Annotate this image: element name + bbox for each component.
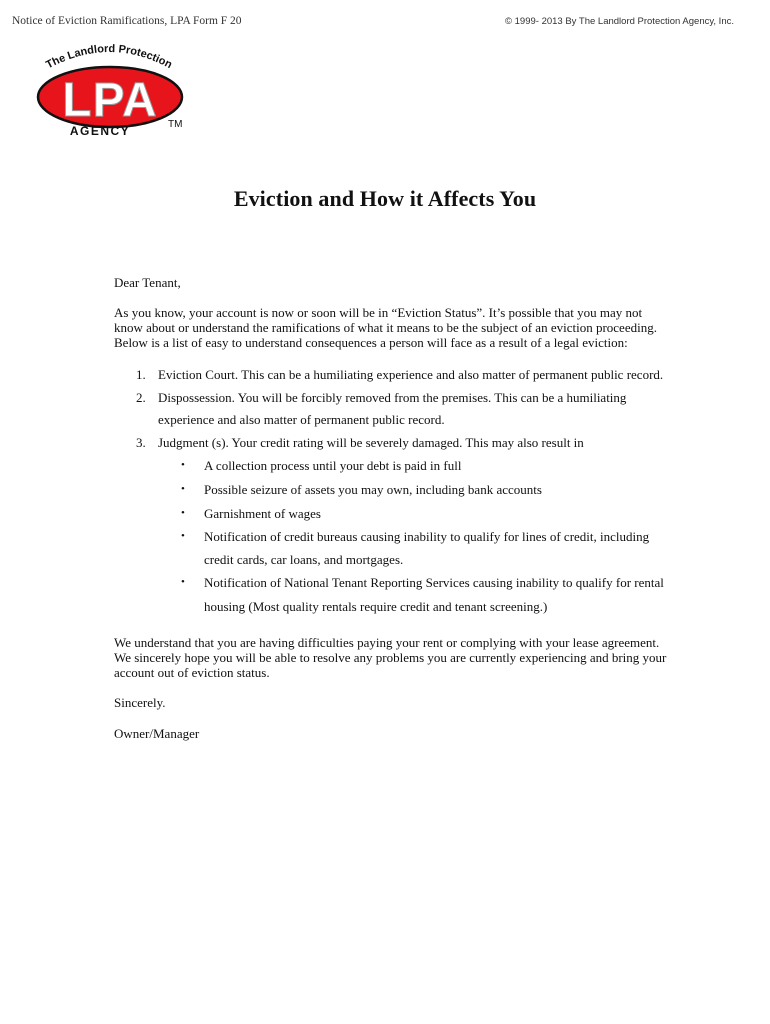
bullet-icon: • xyxy=(181,530,185,542)
sign-off: Sincerely. xyxy=(114,695,166,710)
list-number: 1. xyxy=(136,367,146,382)
document-title: Eviction and How it Affects You xyxy=(233,186,537,211)
list-text: Dispossession. You will be forcibly removed from the premises. This can be a humiliating xyxy=(158,390,627,405)
intro-paragraph: As you know, your account is now or soon will be in “Eviction Status”. It’s possible that you may not know about or understand the ramifications of what it means to be the subject of an eviction proceeding. Below is a list of easy to understand consequences a person will face as a result of a legal eviction: xyxy=(114,305,657,350)
bullet-text: Notification of National Tenant Reporting Services causing inability to qualify for rental xyxy=(204,575,664,590)
bullet-icon: • xyxy=(181,483,185,495)
bullet-text: housing (Most quality rentals require credit and tenant screening.) xyxy=(204,599,548,614)
logo-letters: LPA xyxy=(62,74,158,127)
list-number: 2. xyxy=(136,390,146,405)
bullet-text: credit cards, car loans, and mortgages. xyxy=(204,552,404,567)
bullet-text: Possible seizure of assets you may own, including bank accounts xyxy=(204,482,542,497)
bullet-text: Notification of credit bureaus causing inability to qualify for lines of credit, including xyxy=(204,529,650,544)
bullet-text: A collection process until your debt is paid in full xyxy=(204,458,462,473)
bullet-icon: • xyxy=(181,459,185,471)
list-text: experience and also matter of permanent public record. xyxy=(158,412,445,427)
closing-paragraph: We understand that you are having difficulties paying your rent or complying with your lease agreement. We sincerely hope you will be able to resolve any problems you are currently experiencing and bring your account out of eviction status. xyxy=(114,635,667,680)
signature-line: Owner/Manager xyxy=(114,726,200,741)
logo-arc-text: The Landlord Protection xyxy=(44,42,174,72)
copyright-notice: © 1999- 2013 By The Landlord Protection Agency, Inc. xyxy=(505,16,734,27)
bullet-text: Garnishment of wages xyxy=(204,506,321,521)
list-number: 3. xyxy=(136,435,146,450)
logo-agency-text: AGENCY xyxy=(69,124,131,138)
list-text: Eviction Court. This can be a humiliating experience and also matter of permanent public record. xyxy=(158,367,664,382)
bullet-icon: • xyxy=(181,576,185,588)
list-text: Judgment (s). Your credit rating will be severely damaged. This may also result in xyxy=(158,435,584,450)
bullet-icon: • xyxy=(181,507,185,519)
lpa-logo xyxy=(30,36,190,140)
form-header-title: Notice of Eviction Ramifications, LPA Form F 20 xyxy=(12,15,242,27)
trademark-symbol: TM xyxy=(168,119,183,130)
salutation: Dear Tenant, xyxy=(114,275,181,290)
